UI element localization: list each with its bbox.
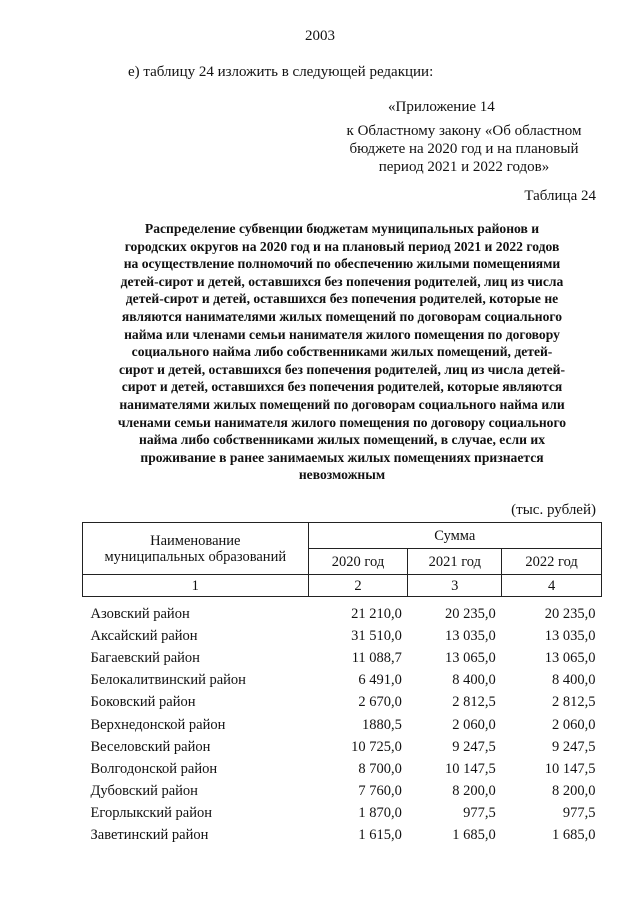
header-municipality-line: Наименование bbox=[150, 532, 241, 549]
table-body bbox=[83, 597, 602, 847]
amount-2021: 13 065,0 bbox=[444, 650, 496, 667]
title-line: сирот и детей, оставшихся без попечения родителей, лиц из числа детей- bbox=[118, 361, 566, 377]
amount-2021: 1 685,0 bbox=[452, 826, 496, 843]
municipality-name: Егорлыкский район bbox=[90, 804, 212, 821]
title-line: городских округов на 2020 год и на плановый период 2021 и 2022 годов bbox=[124, 238, 560, 254]
table-row bbox=[83, 736, 602, 758]
municipality-name: Багаевский район bbox=[90, 650, 200, 667]
amount-2021: 8 400,0 bbox=[452, 672, 496, 689]
header-year-2020: 2020 год bbox=[308, 549, 408, 575]
amount-2020: 21 210,0 bbox=[351, 606, 402, 623]
title-line: найма либо собственниками жилых помещений, в случае, если их bbox=[138, 432, 546, 448]
appendix-number: «Приложение 14 bbox=[388, 99, 495, 115]
amount-2022: 8 400,0 bbox=[552, 672, 596, 689]
column-number: 4 bbox=[502, 575, 602, 597]
amount-2022: 13 065,0 bbox=[544, 650, 596, 667]
title-line: невозможным bbox=[298, 467, 386, 483]
column-number: 2 bbox=[308, 575, 408, 597]
amount-2020: 2 670,0 bbox=[358, 694, 402, 711]
column-number: 1 bbox=[83, 575, 309, 597]
table-row bbox=[83, 691, 602, 713]
title-line: являются нанимателями жилых помещений по договорам социального bbox=[121, 308, 563, 324]
table-row bbox=[83, 802, 602, 824]
amount-2022: 20 235,0 bbox=[544, 606, 596, 623]
title-line: детей-сирот и детей, оставшихся без попечения родителей, которые не bbox=[125, 291, 559, 307]
title-line: Распределение субвенции бюджетам муниципальных районов и bbox=[144, 221, 540, 236]
amount-2021: 10 147,5 bbox=[444, 760, 496, 777]
amount-2022: 8 200,0 bbox=[552, 782, 596, 799]
table-row bbox=[83, 625, 602, 647]
title-line: нанимателями жилых помещений по договорам социального найма или bbox=[119, 396, 565, 412]
amount-2022: 2 812,5 bbox=[552, 694, 596, 711]
amount-2021: 977,5 bbox=[463, 804, 496, 821]
municipality-name: Верхнедонской район bbox=[90, 716, 226, 733]
amount-2020: 6 491,0 bbox=[358, 672, 402, 689]
amount-2022: 13 035,0 bbox=[544, 628, 596, 645]
table-label: Таблица 24 bbox=[524, 188, 596, 204]
amount-2020: 31 510,0 bbox=[351, 628, 402, 645]
municipality-name: Волгодонской район bbox=[90, 760, 218, 777]
table-row bbox=[83, 713, 602, 735]
title-line: социального найма либо собственниками жилых помещений, детей- bbox=[131, 344, 553, 360]
table-row bbox=[83, 647, 602, 669]
amount-2020: 10 725,0 bbox=[351, 738, 402, 755]
municipality-name: Дубовский район bbox=[90, 782, 198, 799]
column-number: 3 bbox=[408, 575, 502, 597]
municipality-name: Заветинский район bbox=[90, 826, 209, 843]
header-sum: Сумма bbox=[308, 523, 601, 549]
amount-2020: 8 700,0 bbox=[358, 760, 402, 777]
subvention-table bbox=[82, 522, 602, 846]
amount-2020: 7 760,0 bbox=[358, 782, 402, 799]
municipality-name: Азовский район bbox=[90, 606, 190, 623]
appendix-law-line: к Областному закону «Об областном bbox=[346, 123, 582, 139]
amount-2022: 1 685,0 bbox=[552, 826, 596, 843]
appendix-law-line: бюджете на 2020 год и на плановый bbox=[349, 141, 579, 157]
title-line: сирот и детей, оставшихся без попечения родителей, которые являются bbox=[121, 379, 563, 395]
header-municipality bbox=[83, 523, 309, 575]
table-row bbox=[83, 597, 602, 626]
amount-2021: 2 812,5 bbox=[452, 694, 496, 711]
title-line: проживание в ранее занимаемых жилых помещениях признается bbox=[140, 449, 544, 465]
amount-2020: 1880,5 bbox=[362, 716, 402, 733]
amount-2022: 977,5 bbox=[562, 804, 596, 821]
header-year-2022: 2022 год bbox=[502, 549, 602, 575]
table-row bbox=[83, 780, 602, 802]
title-line: членами семьи нанимателя жилого помещения по договору социального bbox=[117, 414, 567, 430]
table-row bbox=[83, 669, 602, 691]
instruction-text: е) таблицу 24 изложить в следующей редакции: bbox=[128, 64, 434, 80]
amount-2021: 2 060,0 bbox=[452, 716, 496, 733]
amount-2021: 8 200,0 bbox=[452, 782, 496, 799]
title-line: на осуществление полномочий по обеспечению жилыми помещениями bbox=[123, 256, 561, 272]
municipality-name: Боковский район bbox=[90, 694, 196, 711]
municipality-name: Белокалитвинский район bbox=[90, 672, 246, 689]
amount-2022: 9 247,5 bbox=[552, 738, 596, 755]
amount-2022: 2 060,0 bbox=[552, 716, 596, 733]
municipality-name: Аксайский район bbox=[90, 628, 198, 645]
amount-2020: 1 615,0 bbox=[358, 826, 402, 843]
appendix-law-line: период 2021 и 2022 годов» bbox=[378, 159, 550, 175]
amount-2021: 9 247,5 bbox=[452, 738, 496, 755]
appendix-reference bbox=[330, 98, 598, 176]
amount-2021: 20 235,0 bbox=[444, 606, 496, 623]
header-municipality-line: муниципальных образований bbox=[104, 548, 287, 565]
amount-2022: 10 147,5 bbox=[544, 760, 596, 777]
table-row bbox=[83, 758, 602, 780]
units-label: (тыс. рублей) bbox=[511, 502, 596, 518]
municipality-name: Веселовский район bbox=[90, 738, 211, 755]
title-line: найма или членами семьи нанимателя жилого помещения по договору bbox=[124, 326, 560, 342]
header-year-2021: 2021 год bbox=[408, 549, 502, 575]
page-number: 2003 bbox=[305, 28, 335, 44]
amount-2020: 1 870,0 bbox=[358, 804, 402, 821]
amount-2021: 13 035,0 bbox=[444, 628, 496, 645]
amount-2020: 11 088,7 bbox=[351, 650, 402, 667]
table-row bbox=[83, 824, 602, 846]
document-title bbox=[82, 220, 602, 484]
title-line: детей-сирот и детей, оставшихся без попечения родителей, лиц из числа bbox=[120, 273, 564, 289]
